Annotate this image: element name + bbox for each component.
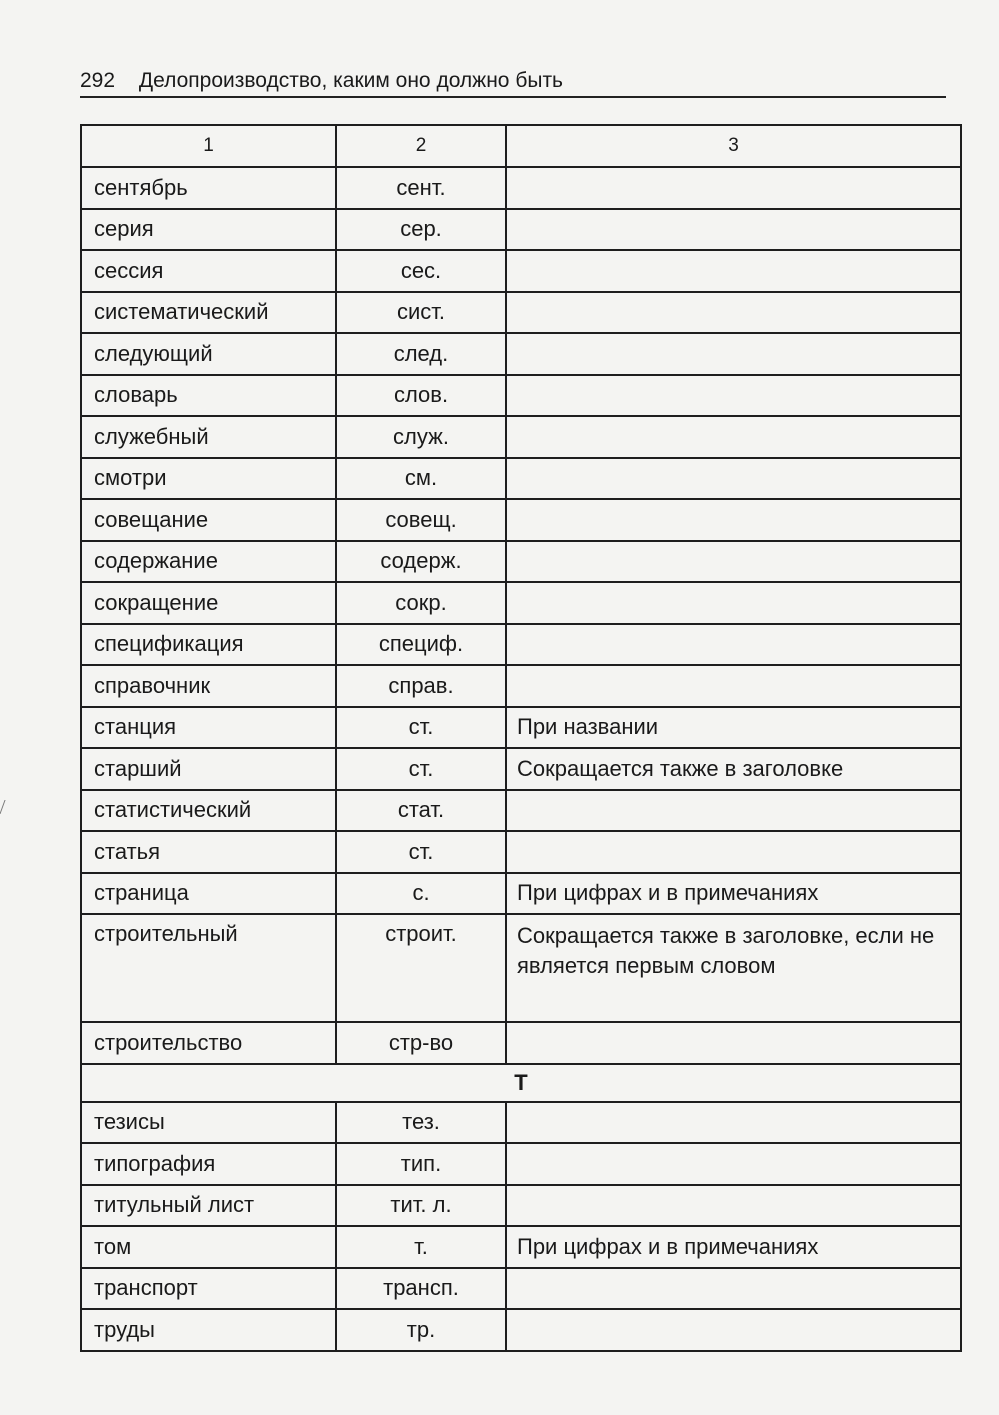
table-row (81, 292, 961, 334)
abbreviation-cell: сент. (336, 167, 506, 209)
note-cell: При цифрах и в примечаниях (506, 1226, 961, 1268)
abbreviation-cell: слов. (336, 375, 506, 417)
abbreviation-cell: след. (336, 333, 506, 375)
abbreviation-cell: тит. л. (336, 1185, 506, 1227)
word-cell: смотри (81, 458, 336, 500)
note-cell (506, 209, 961, 251)
table-row (81, 624, 961, 666)
note-cell: При цифрах и в примечаниях (506, 873, 961, 915)
note-cell: При названии (506, 707, 961, 749)
note-cell (506, 1102, 961, 1144)
section-letter: Т (81, 1064, 961, 1102)
note-cell (506, 1268, 961, 1310)
word-cell: следующий (81, 333, 336, 375)
note-cell (506, 1309, 961, 1351)
table-row (81, 1022, 961, 1064)
section-letter-row (81, 1064, 961, 1102)
abbreviation-cell: стр-во (336, 1022, 506, 1064)
word-cell: серия (81, 209, 336, 251)
note-cell (506, 665, 961, 707)
word-cell: сентябрь (81, 167, 336, 209)
abbreviation-cell: сист. (336, 292, 506, 334)
table-row (81, 250, 961, 292)
table-row (81, 333, 961, 375)
table-row (81, 1309, 961, 1351)
word-cell: спецификация (81, 624, 336, 666)
table-row (81, 1102, 961, 1144)
word-cell: служебный (81, 416, 336, 458)
table-row (81, 748, 961, 790)
table-row (81, 499, 961, 541)
table-row (81, 873, 961, 915)
note-cell (506, 499, 961, 541)
word-cell: словарь (81, 375, 336, 417)
word-cell: старший (81, 748, 336, 790)
note-cell (506, 375, 961, 417)
note-cell (506, 831, 961, 873)
abbreviation-cell: содерж. (336, 541, 506, 583)
abbreviation-cell: ст. (336, 831, 506, 873)
note-cell (506, 250, 961, 292)
column-header: 3 (506, 125, 961, 167)
word-cell: том (81, 1226, 336, 1268)
abbreviation-cell: совещ. (336, 499, 506, 541)
note-cell: Сокращается также в заголовке (506, 748, 961, 790)
abbreviation-cell: специф. (336, 624, 506, 666)
word-cell: содержание (81, 541, 336, 583)
abbreviation-cell: сес. (336, 250, 506, 292)
note-cell (506, 416, 961, 458)
abbreviation-cell: служ. (336, 416, 506, 458)
word-cell: труды (81, 1309, 336, 1351)
note-cell: Сокращается также в заголовке, если не является первым словом (506, 914, 961, 1022)
table-row (81, 458, 961, 500)
note-cell (506, 458, 961, 500)
abbreviation-cell: стат. (336, 790, 506, 832)
page-header (80, 66, 946, 98)
word-cell: транспорт (81, 1268, 336, 1310)
note-cell (506, 541, 961, 583)
abbreviation-cell: с. (336, 873, 506, 915)
note-cell (506, 1143, 961, 1185)
table-row (81, 582, 961, 624)
word-cell: совещание (81, 499, 336, 541)
abbreviation-cell: сер. (336, 209, 506, 251)
table-row (81, 707, 961, 749)
word-cell: тезисы (81, 1102, 336, 1144)
word-cell: справочник (81, 665, 336, 707)
column-header: 2 (336, 125, 506, 167)
word-cell: страница (81, 873, 336, 915)
scan-mark (0, 800, 12, 814)
word-cell: систематический (81, 292, 336, 334)
abbreviation-cell: ст. (336, 707, 506, 749)
abbreviation-cell: тез. (336, 1102, 506, 1144)
word-cell: строительство (81, 1022, 336, 1064)
table-row (81, 167, 961, 209)
abbreviation-cell: строит. (336, 914, 506, 1022)
abbreviation-cell: тип. (336, 1143, 506, 1185)
column-header: 1 (81, 125, 336, 167)
table-row (81, 1143, 961, 1185)
page-number: 292 (80, 69, 116, 92)
table-row (81, 209, 961, 251)
word-cell: строительный (81, 914, 336, 1022)
abbreviation-cell: сокр. (336, 582, 506, 624)
word-cell: сессия (81, 250, 336, 292)
table-row (81, 375, 961, 417)
table-row (81, 1268, 961, 1310)
word-cell: статистический (81, 790, 336, 832)
word-cell: титульный лист (81, 1185, 336, 1227)
note-cell (506, 582, 961, 624)
word-cell: типография (81, 1143, 336, 1185)
abbreviation-cell: т. (336, 1226, 506, 1268)
table-row (81, 914, 961, 1022)
table-row (81, 1226, 961, 1268)
note-cell (506, 1022, 961, 1064)
word-cell: станция (81, 707, 336, 749)
note-cell (506, 292, 961, 334)
table-row (81, 790, 961, 832)
word-cell: сокращение (81, 582, 336, 624)
table-row (81, 541, 961, 583)
note-cell (506, 624, 961, 666)
abbreviation-cell: тр. (336, 1309, 506, 1351)
word-cell: статья (81, 831, 336, 873)
abbreviation-cell: трансп. (336, 1268, 506, 1310)
note-cell (506, 167, 961, 209)
abbreviations-table (80, 124, 962, 1352)
abbreviation-cell: справ. (336, 665, 506, 707)
table-row (81, 665, 961, 707)
abbreviation-cell: см. (336, 458, 506, 500)
note-cell (506, 790, 961, 832)
note-cell (506, 333, 961, 375)
table-row (81, 416, 961, 458)
table-row (81, 831, 961, 873)
note-cell (506, 1185, 961, 1227)
running-title: Делопроизводство, каким оно должно быть (138, 69, 564, 92)
abbreviation-cell: ст. (336, 748, 506, 790)
table-row (81, 1185, 961, 1227)
table-header-row (81, 125, 961, 167)
